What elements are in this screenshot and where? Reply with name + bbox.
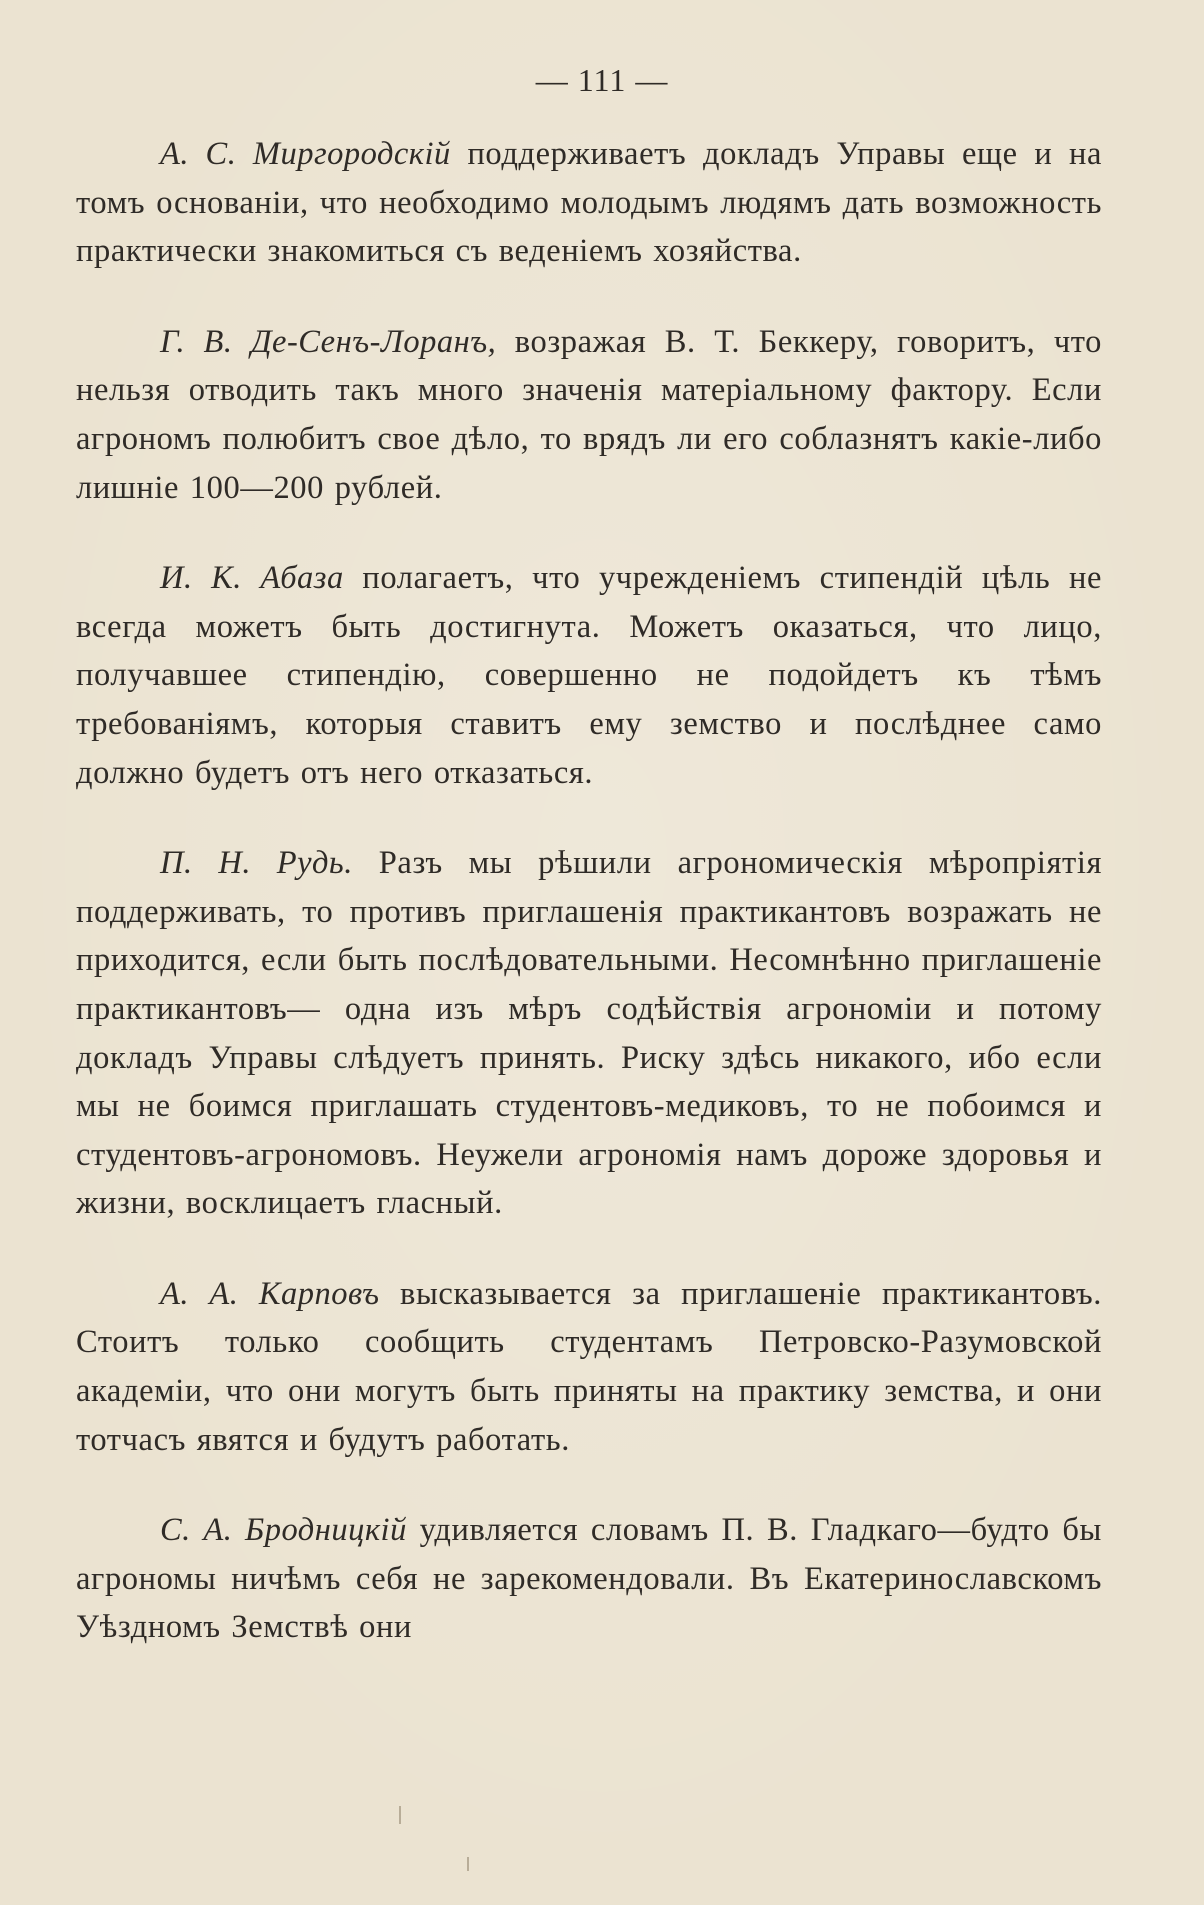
paragraph-de-saint-laurent xyxy=(76,318,1102,512)
speaker-name: П. Н. Рудь. xyxy=(160,845,353,882)
paragraph-karpov xyxy=(76,1270,1102,1464)
page-text xyxy=(76,130,1102,1694)
paragraph-abaza xyxy=(76,554,1102,797)
paragraph-brodnitsky xyxy=(76,1506,1102,1652)
paragraph-text: Разъ мы рѣшили агрономическія мѣропріятія поддерживать, то противъ приглашенія практикантовъ возражать не приходится, если быть послѣдовательными. Несомнѣнно приглашеніе практикантовъ— одна изъ мѣръ содѣйствія агрономіи и потому докладъ Управы слѣдуетъ принять. Риску здѣсь никакого, ибо если мы не боимся приглашать студентовъ-медиковъ, то не побоимся и студентовъ-агрономовъ. Неужели агрономія намъ дороже здоровья и жизни, восклицаетъ гласный. xyxy=(76,845,1102,1222)
speaker-name: А. С. Миргородскій xyxy=(160,136,451,172)
paragraph-text: полагаетъ, что учрежденіемъ стипендій цѣль не всегда можетъ быть достигнута. Можетъ оказаться, что лицо, получавшее стипендію, совершенно не подойдетъ къ тѣмъ требованіямъ, которыя ставитъ ему земство и послѣднее само должно будетъ отъ него отказаться. xyxy=(76,560,1102,791)
paragraph-text: высказывается за приглашеніе практикантовъ. Стоитъ только сообщить студентамъ Петровско-Разумовской академіи, что они могутъ быть приняты на практику земства, и они тотчасъ явятся и будутъ работать. xyxy=(76,1275,1102,1458)
speaker-name: Г. В. Де-Сенъ-Лоранъ, xyxy=(160,323,497,360)
speaker-name: И. К. Абаза xyxy=(160,560,344,597)
paragraph-mirgorodsky xyxy=(76,130,1102,276)
paragraph-text: поддерживаетъ докладъ Управы еще и на томъ основаніи, что необходимо молодымъ людямъ дать возможность практически знакомиться съ веденіемъ хозяйства. xyxy=(76,136,1102,270)
paper-speck xyxy=(467,1857,469,1871)
page-number: — 111 — xyxy=(535,62,669,98)
speaker-name: С. А. Бродницкій xyxy=(160,1512,407,1549)
paragraph-rud xyxy=(76,839,1102,1228)
speaker-name: А. А. Карповъ xyxy=(160,1275,380,1312)
paragraph-text: возражая В. Т. Беккеру, говоритъ, что нельзя отводить такъ много значенія матеріальному фактору. Если агрономъ полюбитъ свое дѣло, то врядъ ли его соблазнятъ какіе-либо лишніе 100—200 рублей. xyxy=(76,323,1103,506)
paper-speck xyxy=(399,1806,401,1824)
paragraph-text: удивляется словамъ П. В. Гладкаго—будто бы агрономы ничѣмъ себя не зарекомендовали. Въ Екатеринославскомъ Уѣздномъ Земствѣ они xyxy=(76,1512,1102,1646)
